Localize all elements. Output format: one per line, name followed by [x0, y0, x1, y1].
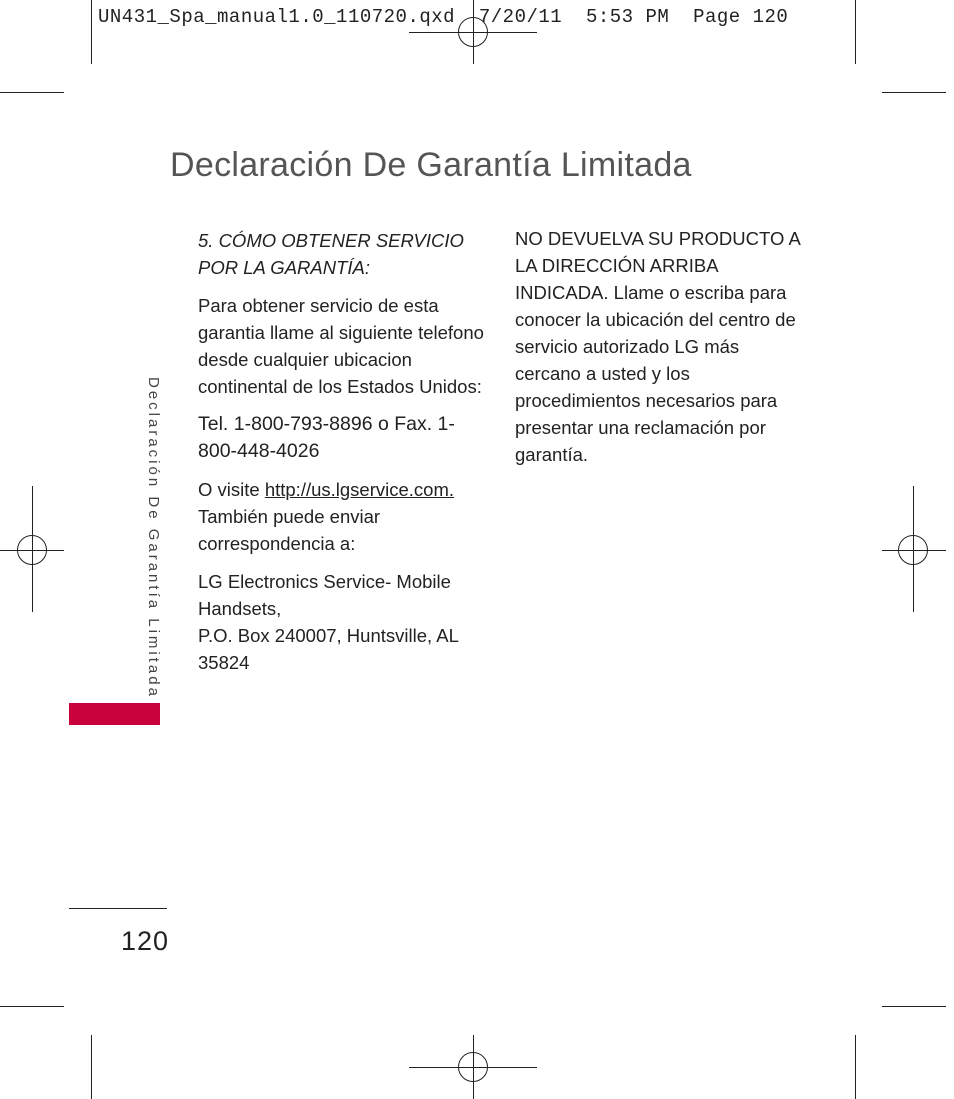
crop-mark: [855, 0, 856, 64]
registration-circle: [898, 535, 928, 565]
visit-prefix: O visite: [198, 479, 265, 500]
phone-fax: Tel. 1-800-793-8896 o Fax. 1-800-448-4026: [198, 413, 455, 462]
return-instructions: Llame o escriba para conocer la ubicación del centro de servicio autorizado LG más cercano a usted y los procedimientos necesarios para presentar una reclamación por garantía.: [515, 282, 796, 465]
service-paragraph: Para obtener servicio de esta garantia llame al siguiente telefono desde cualquier ubicacion continental de los Estados Unidos:: [198, 295, 484, 397]
left-column: [198, 227, 488, 687]
side-section-label: Declaración De Garantía Limitada: [145, 377, 162, 699]
address-line-1: LG Electronics Service- Mobile Handsets,: [198, 571, 451, 619]
service-website-link[interactable]: http://us.lgservice.com.: [264, 479, 455, 500]
right-column: [515, 225, 805, 479]
footer-rule: [69, 908, 167, 909]
page-number: 120: [121, 926, 170, 956]
registration-circle: [458, 1052, 488, 1082]
return-notice: [515, 225, 805, 468]
registration-circle: [17, 535, 47, 565]
address-line-2: P.O. Box 240007, Huntsville, AL 35824: [198, 625, 459, 673]
crop-mark: [91, 0, 92, 64]
crop-mark: [855, 1035, 856, 1099]
visit-paragraph: [198, 476, 488, 557]
visit-suffix: También puede enviar correspondencia a:: [198, 506, 381, 554]
page-title: Declaración De Garantía Limitada: [170, 146, 692, 184]
crop-mark: [91, 1035, 92, 1099]
crop-mark: [882, 1006, 946, 1007]
print-slug: UN431_Spa_manual1.0_110720.qxd 7/20/11 5:53 PM Page 120: [98, 6, 789, 28]
section-tab: [69, 703, 160, 725]
mailing-address: [198, 568, 488, 676]
crop-mark: [0, 92, 64, 93]
section-heading: 5. CÓMO OBTENER SERVICIO POR LA GARANTÍA:: [198, 230, 464, 278]
return-warning: NO DEVUELVA SU PRODUCTO A LA DIRECCIÓN ARRIBA INDICADA.: [515, 228, 800, 303]
crop-mark: [0, 1006, 64, 1007]
crop-mark: [882, 92, 946, 93]
